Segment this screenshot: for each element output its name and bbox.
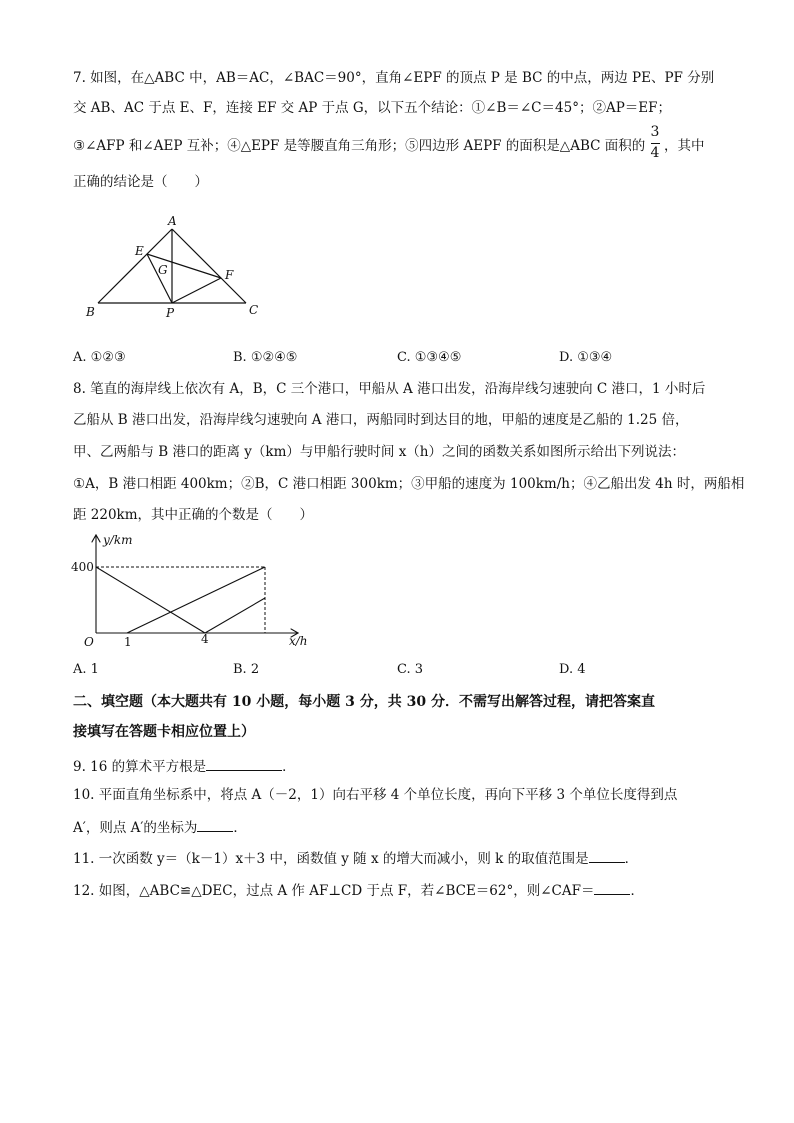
q7-line-4: 正确的结论是（ ） <box>73 174 208 190</box>
q9-answer-blank[interactable] <box>206 756 282 771</box>
q7-fraction-bar <box>651 143 660 144</box>
q11-end: ． <box>624 851 639 867</box>
q7-line-3-tail: ，其中 <box>664 138 705 154</box>
q7-label-f: F <box>225 268 234 282</box>
q12-answer-blank[interactable] <box>594 880 630 895</box>
q7-label-g: G <box>158 263 168 277</box>
q11-text: 11. 一次函数 y＝（k－1）x＋3 中，函数值 y 随 x 的增大而减小，则 k 的取值范围是 <box>73 851 589 867</box>
q7-option-a[interactable]: A. ①②③ <box>73 350 126 365</box>
q10-answer-blank[interactable] <box>197 817 233 832</box>
q8-line-1: 8. 笔直的海岸线上依次有 A，B，C 三个港口，甲船从 A 港口出发，沿海岸线匀速驶向 C 港口，1 小时后 <box>73 381 706 397</box>
q8-line-3: 甲、乙两船与 B 港口的距离 y（km）与甲船行驶时间 x（h）之间的函数关系如图所示给出下列说法： <box>73 444 686 460</box>
q8-line-5: 距 220km，其中正确的个数是（ ） <box>73 507 314 523</box>
q8-option-b[interactable]: B. 2 <box>233 662 260 677</box>
q9-end: ． <box>282 759 296 775</box>
q8-line-2: 乙船从 B 港口出发，沿海岸线匀速驶向 A 港口，两船同时到达目的地，甲船的速度是乙船的 1.25 倍， <box>73 412 689 428</box>
q7-option-d[interactable]: D. ①③④ <box>559 350 613 365</box>
q12 <box>73 880 644 900</box>
q11-answer-blank[interactable] <box>589 848 625 863</box>
q8-line-jia-from-b <box>205 598 265 633</box>
q8-y-tick-400: 400 <box>71 560 94 574</box>
q8-option-c[interactable]: C. 3 <box>397 662 424 677</box>
q10-line-1: 10. 平面直角坐标系中，将点 A（－2，1）向右平移 4 个单位长度，再向下平移 3 个单位长度得到点 <box>73 787 678 803</box>
q7-label-p: P <box>166 306 175 320</box>
q8-line-4: ①A，B 港口相距 400km；②B，C 港口相距 300km；③甲船的速度为 100km/h；④乙船出发 4h 时，两船相 <box>73 476 745 492</box>
q10-end: ． <box>233 820 247 836</box>
q7-label-a: A <box>168 214 177 228</box>
q7-option-c[interactable]: C. ①③④⑤ <box>397 350 462 365</box>
q7-line-3 <box>73 137 645 155</box>
q12-text: 12. 如图，△ABC≌△DEC，过点 A 作 AF⊥CD 于点 F，若∠BCE＝62°，则∠CAF＝ <box>73 883 595 899</box>
q9-text: 9. 16 的算术平方根是 <box>73 759 207 775</box>
q8-line-jia-to-b <box>96 567 205 633</box>
q8-graph <box>65 530 315 652</box>
q8-x-axis-label: x/h <box>289 634 308 648</box>
q7-option-b[interactable]: B. ①②④⑤ <box>233 350 298 365</box>
q8-line-yi <box>127 567 265 633</box>
q7-fraction-numerator: 3 <box>650 124 660 140</box>
q11 <box>73 848 638 868</box>
section-2-heading-line-2: 接填写在答题卡相应位置上） <box>73 724 255 740</box>
q7-label-e: E <box>135 244 144 258</box>
q7-label-c: C <box>249 303 259 317</box>
q10-line-2 <box>73 817 247 837</box>
section-2-heading-line-1: 二、填空题（本大题共有 10 小题，每小题 3 分，共 30 分．不需写出解答过程，请把答案直 <box>73 694 655 710</box>
q7-label-b: B <box>86 305 95 319</box>
q7-line-1: 7. 如图，在△ABC 中，AB＝AC，∠BAC＝90°，直角∠EPF 的顶点 P 是 BC 的中点，两边 PE、PF 分别 <box>73 70 715 86</box>
q12-end: ． <box>630 883 644 899</box>
q8-x-tick-4: 4 <box>201 632 209 646</box>
q8-y-axis-label: y/km <box>103 533 133 547</box>
q8-x-tick-1: 1 <box>124 635 132 649</box>
q9 <box>73 756 296 776</box>
q7-segment-pf <box>172 278 221 303</box>
q7-line-3-text: ③∠AFP 和∠AEP 互补；④△EPF 是等腰直角三角形；⑤四边形 AEPF 的面积是△ABC 面积的 <box>73 138 646 154</box>
q8-option-a[interactable]: A. 1 <box>73 662 99 677</box>
q8-option-d[interactable]: D. 4 <box>559 662 586 677</box>
q7-line-2: 交 AB、AC 于点 E、F，连接 EF 交 AP 于点 G，以下五个结论：①∠B＝∠C＝45°；②AP＝EF； <box>73 100 671 116</box>
q8-origin-label: O <box>84 635 94 649</box>
q10-line-2-text: A′，则点 A′的坐标为 <box>73 820 198 836</box>
q7-figure <box>80 210 270 325</box>
q7-fraction-denominator: 4 <box>650 145 660 161</box>
